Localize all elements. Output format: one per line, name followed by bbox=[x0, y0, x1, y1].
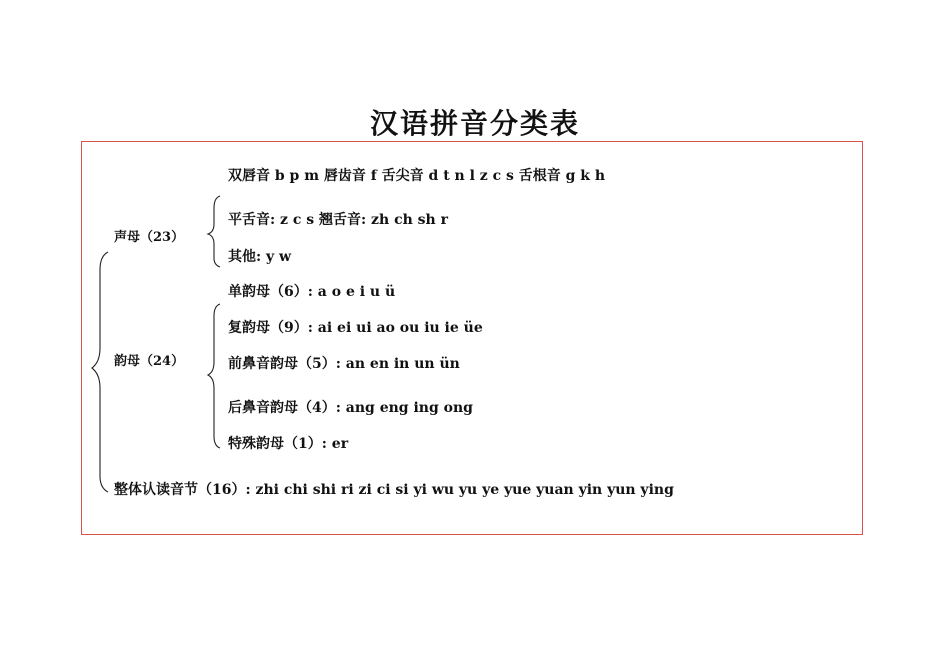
yunmu-fu-row: 复韵母（9）: ai ei ui ao ou iu ie üe bbox=[228, 320, 483, 336]
zhengti-row: 整体认读音节（16）: zhi chi shi ri zi ci si yi wu yu ye yue yuan yin yun ying bbox=[114, 482, 674, 498]
shengmu-brace bbox=[208, 196, 220, 267]
yunmu-houbi-row: 后鼻音韵母（4）: ang eng ing ong bbox=[228, 400, 473, 416]
page-title: 汉语拼音分类表 bbox=[369, 107, 580, 140]
shengmu-row-2: 平舌音: z c s 翘舌音: zh ch sh r bbox=[228, 212, 448, 228]
shengmu-row-1: 双唇音 b p m 唇齿音 f 舌尖音 d t n l z c s 舌根音 g k h bbox=[228, 168, 606, 184]
yunmu-label: 韵母（24） bbox=[114, 354, 185, 369]
outer-brace bbox=[92, 252, 108, 492]
shengmu-label: 声母（23） bbox=[114, 230, 185, 245]
yunmu-teshu-row: 特殊韵母（1）: er bbox=[228, 436, 349, 452]
shengmu-row-3: 其他: y w bbox=[228, 249, 292, 265]
yunmu-dan-row: 单韵母（6）: a o e i u ü bbox=[228, 284, 396, 300]
yunmu-qianbi-row: 前鼻音韵母（5）: an en in un ün bbox=[228, 356, 460, 372]
yunmu-brace bbox=[208, 304, 220, 448]
